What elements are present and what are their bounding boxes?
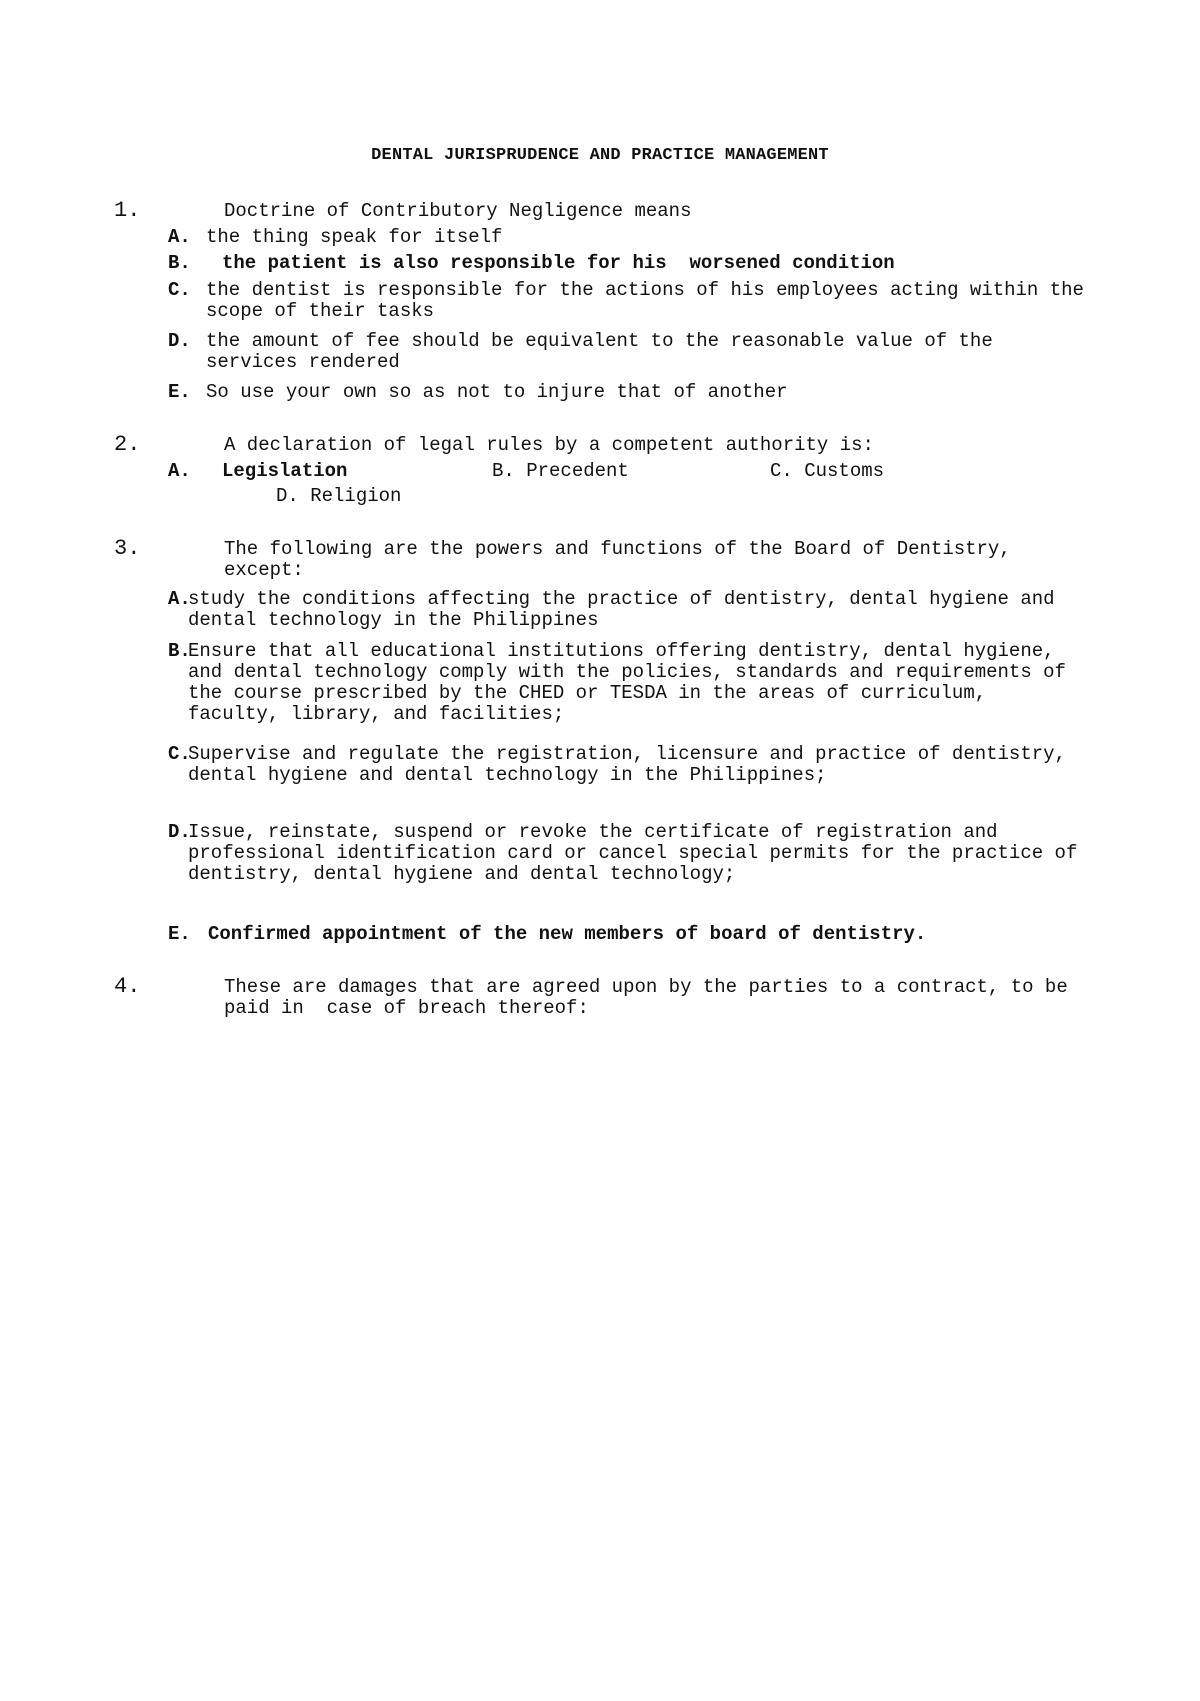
option-d: D. Religion <box>276 485 402 507</box>
option-a-letter: A. <box>168 460 191 482</box>
option-text: study the conditions affecting the practice of dentistry, dental hygiene and dental technology in the Philippines <box>188 588 1066 631</box>
option-text: the amount of fee should be equivalent to the reasonable value of the services rendered <box>206 330 1005 373</box>
option-b-correct <box>168 253 1088 274</box>
option-letter: A. <box>168 588 191 610</box>
option-a <box>168 227 1088 248</box>
option-letter: B. <box>168 252 191 274</box>
option-letter: A. <box>168 226 191 248</box>
option-text: the patient is also responsible for his worsened condition <box>222 252 895 274</box>
option-letter: C. <box>168 743 191 765</box>
page-title: DENTAL JURISPRUDENCE AND PRACTICE MANAGEMENT <box>371 146 829 165</box>
option-text: Confirmed appointment of the new members of board of dentistry. <box>208 923 927 945</box>
option-letter: B. <box>168 640 191 662</box>
question-number: 4. <box>114 974 141 999</box>
option-letter: D. <box>168 330 191 352</box>
option-e <box>168 382 1088 403</box>
option-b: B. Precedent <box>492 460 629 482</box>
option-c <box>168 744 1088 786</box>
question-number: 3. <box>114 536 141 561</box>
question-text: Doctrine of Contributory Negligence means <box>224 200 692 222</box>
question-number: 2. <box>114 432 141 457</box>
option-a-correct: Legislation <box>222 460 348 482</box>
option-text: Supervise and regulate the registration, licensure and practice of dentistry, dental hygiene and dental technology in the Philippines; <box>188 743 1078 786</box>
option-c: C. Customs <box>770 460 885 482</box>
option-text: So use your own so as not to injure that of another <box>206 381 788 403</box>
question-text: The following are the powers and functions of the Board of Dentistry, except: <box>224 538 1023 581</box>
option-text: the dentist is responsible for the actions of his employees acting within the scope of their tasks <box>206 279 1096 322</box>
option-text: the thing speak for itself <box>206 226 503 248</box>
option-d <box>168 331 1088 373</box>
question-text: These are damages that are agreed upon by the parties to a contract, to be paid in case of breach thereof: <box>224 976 1080 1019</box>
question-text: A declaration of legal rules by a competent authority is: <box>224 434 874 456</box>
option-d <box>168 822 1088 885</box>
option-a <box>168 589 1088 631</box>
option-letter: D. <box>168 821 191 843</box>
option-text: Ensure that all educational institutions offering dentistry, dental hygiene, and dental technology comply with the policies, standards and requirements of the course prescribed by the CHED or TESDA in the areas of curriculum, faculty, library, and facilities; <box>188 640 1078 725</box>
question-number: 1. <box>114 198 141 223</box>
option-c <box>168 279 1096 322</box>
option-letter: C. <box>168 279 191 301</box>
option-b <box>168 641 1088 725</box>
option-e-correct <box>168 924 1088 945</box>
option-letter: E. <box>168 381 191 403</box>
option-text: Issue, reinstate, suspend or revoke the certificate of registration and professional identification card or cancel special permits for the practice of dentistry, dental hygiene and dental technology; <box>188 821 1089 885</box>
option-letter: E. <box>168 923 191 945</box>
